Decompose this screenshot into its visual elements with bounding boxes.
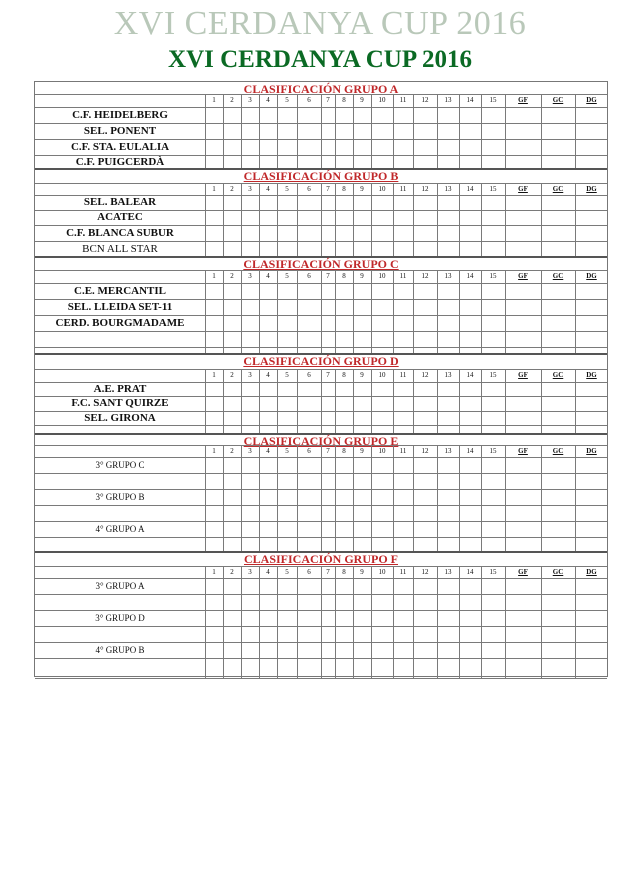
column-header-gf: GF <box>518 272 528 280</box>
column-header-dg: DG <box>586 568 597 576</box>
grid-column-line <box>459 94 460 169</box>
column-header-5: 5 <box>285 185 289 193</box>
column-header-13: 13 <box>444 272 452 280</box>
column-header-11: 11 <box>399 96 407 104</box>
grid-column-line <box>335 183 336 257</box>
grid-column-line <box>541 566 542 678</box>
column-header-gc: GC <box>552 272 564 280</box>
column-header-4: 4 <box>266 96 270 104</box>
grid-column-line <box>297 270 298 354</box>
column-header-5: 5 <box>285 371 289 379</box>
grid-column-line <box>335 94 336 169</box>
grid-column-line <box>353 566 354 678</box>
grid-column-line <box>205 183 206 257</box>
grid-column-line <box>413 566 414 678</box>
column-header-9: 9 <box>360 568 364 576</box>
column-header-9: 9 <box>360 272 364 280</box>
grid-column-line <box>335 566 336 678</box>
column-header-10: 10 <box>378 447 386 455</box>
grid-column-line <box>481 270 482 354</box>
column-header-2: 2 <box>230 96 234 104</box>
group-title: CLASIFICACIÓN GRUPO D <box>243 354 399 368</box>
grid-column-line <box>393 369 394 434</box>
column-header-3: 3 <box>248 371 252 379</box>
column-header-4: 4 <box>266 272 270 280</box>
column-header-6: 6 <box>307 568 311 576</box>
team-name: C.F. BLANCA SUBUR <box>66 226 174 239</box>
column-header-14: 14 <box>466 568 474 576</box>
column-header-8: 8 <box>342 371 346 379</box>
team-name: SEL. BALEAR <box>83 196 157 208</box>
column-header-12: 12 <box>421 272 429 280</box>
column-header-7: 7 <box>326 568 330 576</box>
column-header-1: 1 <box>212 96 216 104</box>
grid-column-line <box>393 183 394 257</box>
grid-column-line <box>413 445 414 552</box>
grid-column-line <box>371 94 372 169</box>
column-header-4: 4 <box>266 568 270 576</box>
column-header-8: 8 <box>342 185 346 193</box>
grid-column-line <box>241 183 242 257</box>
grid-column-line <box>321 566 322 678</box>
column-header-3: 3 <box>248 568 252 576</box>
column-header-2: 2 <box>230 371 234 379</box>
column-header-6: 6 <box>307 185 311 193</box>
column-header-8: 8 <box>342 568 346 576</box>
column-header-7: 7 <box>326 185 330 193</box>
grid-column-line <box>413 183 414 257</box>
team-name: C.F. HEIDELBERG <box>72 108 168 121</box>
column-header-gc: GC <box>552 185 564 193</box>
team-name: BCN ALL STAR <box>82 242 158 255</box>
column-header-3: 3 <box>248 447 252 455</box>
column-header-6: 6 <box>307 447 311 455</box>
column-header-13: 13 <box>444 96 452 104</box>
grid-column-line <box>297 369 298 434</box>
grid-column-line <box>541 94 542 169</box>
column-header-5: 5 <box>285 447 289 455</box>
grid-column-line <box>205 445 206 552</box>
grid-column-line <box>541 369 542 434</box>
column-header-1: 1 <box>212 371 216 379</box>
grid-column-line <box>277 566 278 678</box>
grid-column-line <box>371 270 372 354</box>
team-name: ACATEC <box>97 211 143 223</box>
row-line <box>35 678 607 679</box>
grid-column-line <box>481 445 482 552</box>
grid-column-line <box>575 566 576 678</box>
group-title: CLASIFICACIÓN GRUPO C <box>243 257 399 271</box>
grid-column-line <box>297 183 298 257</box>
grid-column-line <box>505 183 506 257</box>
column-header-gf: GF <box>518 371 528 379</box>
grid-column-line <box>277 94 278 169</box>
bracket-slot: 3° GRUPO B <box>95 492 145 502</box>
grid-column-line <box>371 566 372 678</box>
column-header-2: 2 <box>230 447 234 455</box>
team-name: C.F. PUIGCERDÀ <box>75 155 165 168</box>
grid-column-line <box>205 94 206 169</box>
grid-column-line <box>321 270 322 354</box>
grid-column-line <box>541 270 542 354</box>
grid-column-line <box>321 445 322 552</box>
grid-column-line <box>575 369 576 434</box>
column-header-11: 11 <box>399 568 407 576</box>
column-header-14: 14 <box>466 185 474 193</box>
column-header-gf: GF <box>518 447 528 455</box>
column-header-15: 15 <box>489 371 497 379</box>
grid-column-line <box>241 369 242 434</box>
grid-column-line <box>205 369 206 434</box>
bracket-slot: 4° GRUPO A <box>95 524 145 534</box>
column-header-5: 5 <box>285 568 289 576</box>
grid-column-line <box>393 94 394 169</box>
column-header-14: 14 <box>466 447 474 455</box>
grid-column-line <box>575 445 576 552</box>
title-ghost: XVI CERDANYA CUP 2016 <box>113 5 527 42</box>
column-header-dg: DG <box>586 447 597 455</box>
column-header-5: 5 <box>285 96 289 104</box>
bracket-slot: 4° GRUPO B <box>95 645 145 655</box>
column-header-7: 7 <box>326 272 330 280</box>
grid-column-line <box>223 94 224 169</box>
grid-column-line <box>335 270 336 354</box>
grid-column-line <box>505 445 506 552</box>
column-header-13: 13 <box>444 568 452 576</box>
column-header-14: 14 <box>466 371 474 379</box>
grid-column-line <box>437 270 438 354</box>
grid-column-line <box>223 270 224 354</box>
grid-column-line <box>353 94 354 169</box>
column-header-7: 7 <box>326 447 330 455</box>
grid-column-line <box>259 94 260 169</box>
grid-column-line <box>481 566 482 678</box>
grid-column-line <box>393 566 394 678</box>
grid-column-line <box>223 445 224 552</box>
grid-column-line <box>437 183 438 257</box>
grid-column-line <box>259 270 260 354</box>
grid-column-line <box>353 369 354 434</box>
column-header-gc: GC <box>552 568 564 576</box>
column-header-7: 7 <box>326 371 330 379</box>
grid-column-line <box>413 270 414 354</box>
column-header-7: 7 <box>326 96 330 104</box>
grid-column-line <box>505 369 506 434</box>
grid-column-line <box>321 94 322 169</box>
column-header-4: 4 <box>266 447 270 455</box>
bracket-slot: 3° GRUPO D <box>95 613 145 623</box>
classification-sheet <box>34 81 608 677</box>
grid-column-line <box>353 270 354 354</box>
grid-column-line <box>277 183 278 257</box>
team-name: SEL. GIRONA <box>84 411 156 424</box>
grid-column-line <box>393 270 394 354</box>
column-header-15: 15 <box>489 447 497 455</box>
column-header-gf: GF <box>518 568 528 576</box>
grid-column-line <box>575 94 576 169</box>
column-header-6: 6 <box>307 272 311 280</box>
column-header-15: 15 <box>489 185 497 193</box>
column-header-gf: GF <box>518 96 528 104</box>
column-header-8: 8 <box>342 447 346 455</box>
column-header-15: 15 <box>489 96 497 104</box>
bracket-slot: 3° GRUPO C <box>95 460 145 470</box>
grid-column-line <box>437 94 438 169</box>
column-header-3: 3 <box>248 185 252 193</box>
grid-column-line <box>481 94 482 169</box>
grid-column-line <box>277 270 278 354</box>
grid-column-line <box>437 369 438 434</box>
column-header-11: 11 <box>399 447 407 455</box>
grid-column-line <box>437 566 438 678</box>
column-header-9: 9 <box>360 185 364 193</box>
column-header-12: 12 <box>421 96 429 104</box>
grid-column-line <box>223 369 224 434</box>
grid-column-line <box>205 566 206 678</box>
column-header-11: 11 <box>399 272 407 280</box>
grid-column-line <box>459 183 460 257</box>
grid-column-line <box>505 566 506 678</box>
column-header-4: 4 <box>266 185 270 193</box>
grid-column-line <box>205 270 206 354</box>
team-name: A.E. PRAT <box>93 382 147 395</box>
column-header-15: 15 <box>489 272 497 280</box>
column-header-12: 12 <box>421 568 429 576</box>
grid-column-line <box>413 369 414 434</box>
team-name: SEL. PONENT <box>83 124 157 137</box>
grid-column-line <box>371 183 372 257</box>
grid-column-line <box>241 270 242 354</box>
column-header-6: 6 <box>307 371 311 379</box>
column-header-14: 14 <box>466 96 474 104</box>
team-name: CERD. BOURGMADAME <box>55 316 185 329</box>
grid-column-line <box>393 445 394 552</box>
team-name: C.F. STA. EULALIA <box>70 140 170 153</box>
grid-column-line <box>297 445 298 552</box>
column-header-6: 6 <box>307 96 311 104</box>
column-header-11: 11 <box>399 185 407 193</box>
column-header-dg: DG <box>586 96 597 104</box>
bracket-slot: 3° GRUPO A <box>95 581 145 591</box>
grid-column-line <box>259 445 260 552</box>
grid-column-line <box>541 445 542 552</box>
column-header-1: 1 <box>212 447 216 455</box>
column-header-13: 13 <box>444 447 452 455</box>
grid-column-line <box>481 369 482 434</box>
grid-column-line <box>459 270 460 354</box>
grid-column-line <box>241 445 242 552</box>
grid-column-line <box>241 94 242 169</box>
grid-column-line <box>223 183 224 257</box>
group-title: CLASIFICACIÓN GRUPO F <box>243 552 398 566</box>
grid-column-line <box>505 270 506 354</box>
column-header-1: 1 <box>212 568 216 576</box>
column-header-2: 2 <box>230 568 234 576</box>
grid-column-line <box>335 369 336 434</box>
column-header-14: 14 <box>466 272 474 280</box>
column-header-gc: GC <box>552 96 564 104</box>
grid-column-line <box>413 94 414 169</box>
column-header-11: 11 <box>399 371 407 379</box>
grid-column-line <box>277 369 278 434</box>
column-header-dg: DG <box>586 371 597 379</box>
column-header-gc: GC <box>552 371 564 379</box>
grid-column-line <box>437 445 438 552</box>
column-header-9: 9 <box>360 371 364 379</box>
grid-column-line <box>481 183 482 257</box>
team-name: C.E. MERCANTIL <box>74 284 166 297</box>
column-header-8: 8 <box>342 272 346 280</box>
column-header-gc: GC <box>552 447 564 455</box>
column-header-13: 13 <box>444 371 452 379</box>
grid-column-line <box>505 94 506 169</box>
grid-column-line <box>321 183 322 257</box>
column-header-dg: DG <box>586 272 597 280</box>
column-header-10: 10 <box>378 96 386 104</box>
column-header-2: 2 <box>230 272 234 280</box>
grid-column-line <box>259 369 260 434</box>
grid-column-line <box>371 445 372 552</box>
grid-column-line <box>353 445 354 552</box>
page-title: XVI CERDANYA CUP 2016 <box>168 46 472 73</box>
grid-column-line <box>371 369 372 434</box>
grid-column-line <box>353 183 354 257</box>
column-header-12: 12 <box>421 185 429 193</box>
group-title: CLASIFICACIÓN GRUPO B <box>243 169 399 183</box>
grid-column-line <box>575 270 576 354</box>
column-header-12: 12 <box>421 447 429 455</box>
team-name: SEL. LLEIDA SET-11 <box>67 300 173 313</box>
grid-column-line <box>575 183 576 257</box>
grid-column-line <box>459 369 460 434</box>
grid-column-line <box>223 566 224 678</box>
column-header-1: 1 <box>212 185 216 193</box>
column-header-2: 2 <box>230 185 234 193</box>
grid-column-line <box>459 566 460 678</box>
grid-column-line <box>241 566 242 678</box>
grid-column-line <box>277 445 278 552</box>
column-header-5: 5 <box>285 272 289 280</box>
column-header-9: 9 <box>360 96 364 104</box>
group-title: CLASIFICACIÓN GRUPO A <box>243 82 399 96</box>
column-header-8: 8 <box>342 96 346 104</box>
grid-column-line <box>259 566 260 678</box>
column-header-15: 15 <box>489 568 497 576</box>
column-header-3: 3 <box>248 96 252 104</box>
column-header-10: 10 <box>378 371 386 379</box>
column-header-4: 4 <box>266 371 270 379</box>
column-header-3: 3 <box>248 272 252 280</box>
grid-column-line <box>459 445 460 552</box>
grid-column-line <box>259 183 260 257</box>
column-header-13: 13 <box>444 185 452 193</box>
column-header-dg: DG <box>586 185 597 193</box>
grid-column-line <box>335 445 336 552</box>
column-header-12: 12 <box>421 371 429 379</box>
column-header-1: 1 <box>212 272 216 280</box>
grid-column-line <box>297 94 298 169</box>
grid-column-line <box>541 183 542 257</box>
column-header-10: 10 <box>378 568 386 576</box>
column-header-9: 9 <box>360 447 364 455</box>
grid-column-line <box>321 369 322 434</box>
column-header-10: 10 <box>378 272 386 280</box>
column-header-10: 10 <box>378 185 386 193</box>
group-title: CLASIFICACIÓN GRUPO E <box>243 434 399 448</box>
column-header-gf: GF <box>518 185 528 193</box>
grid-column-line <box>297 566 298 678</box>
team-name: F.C. SANT QUIRZE <box>71 397 169 409</box>
